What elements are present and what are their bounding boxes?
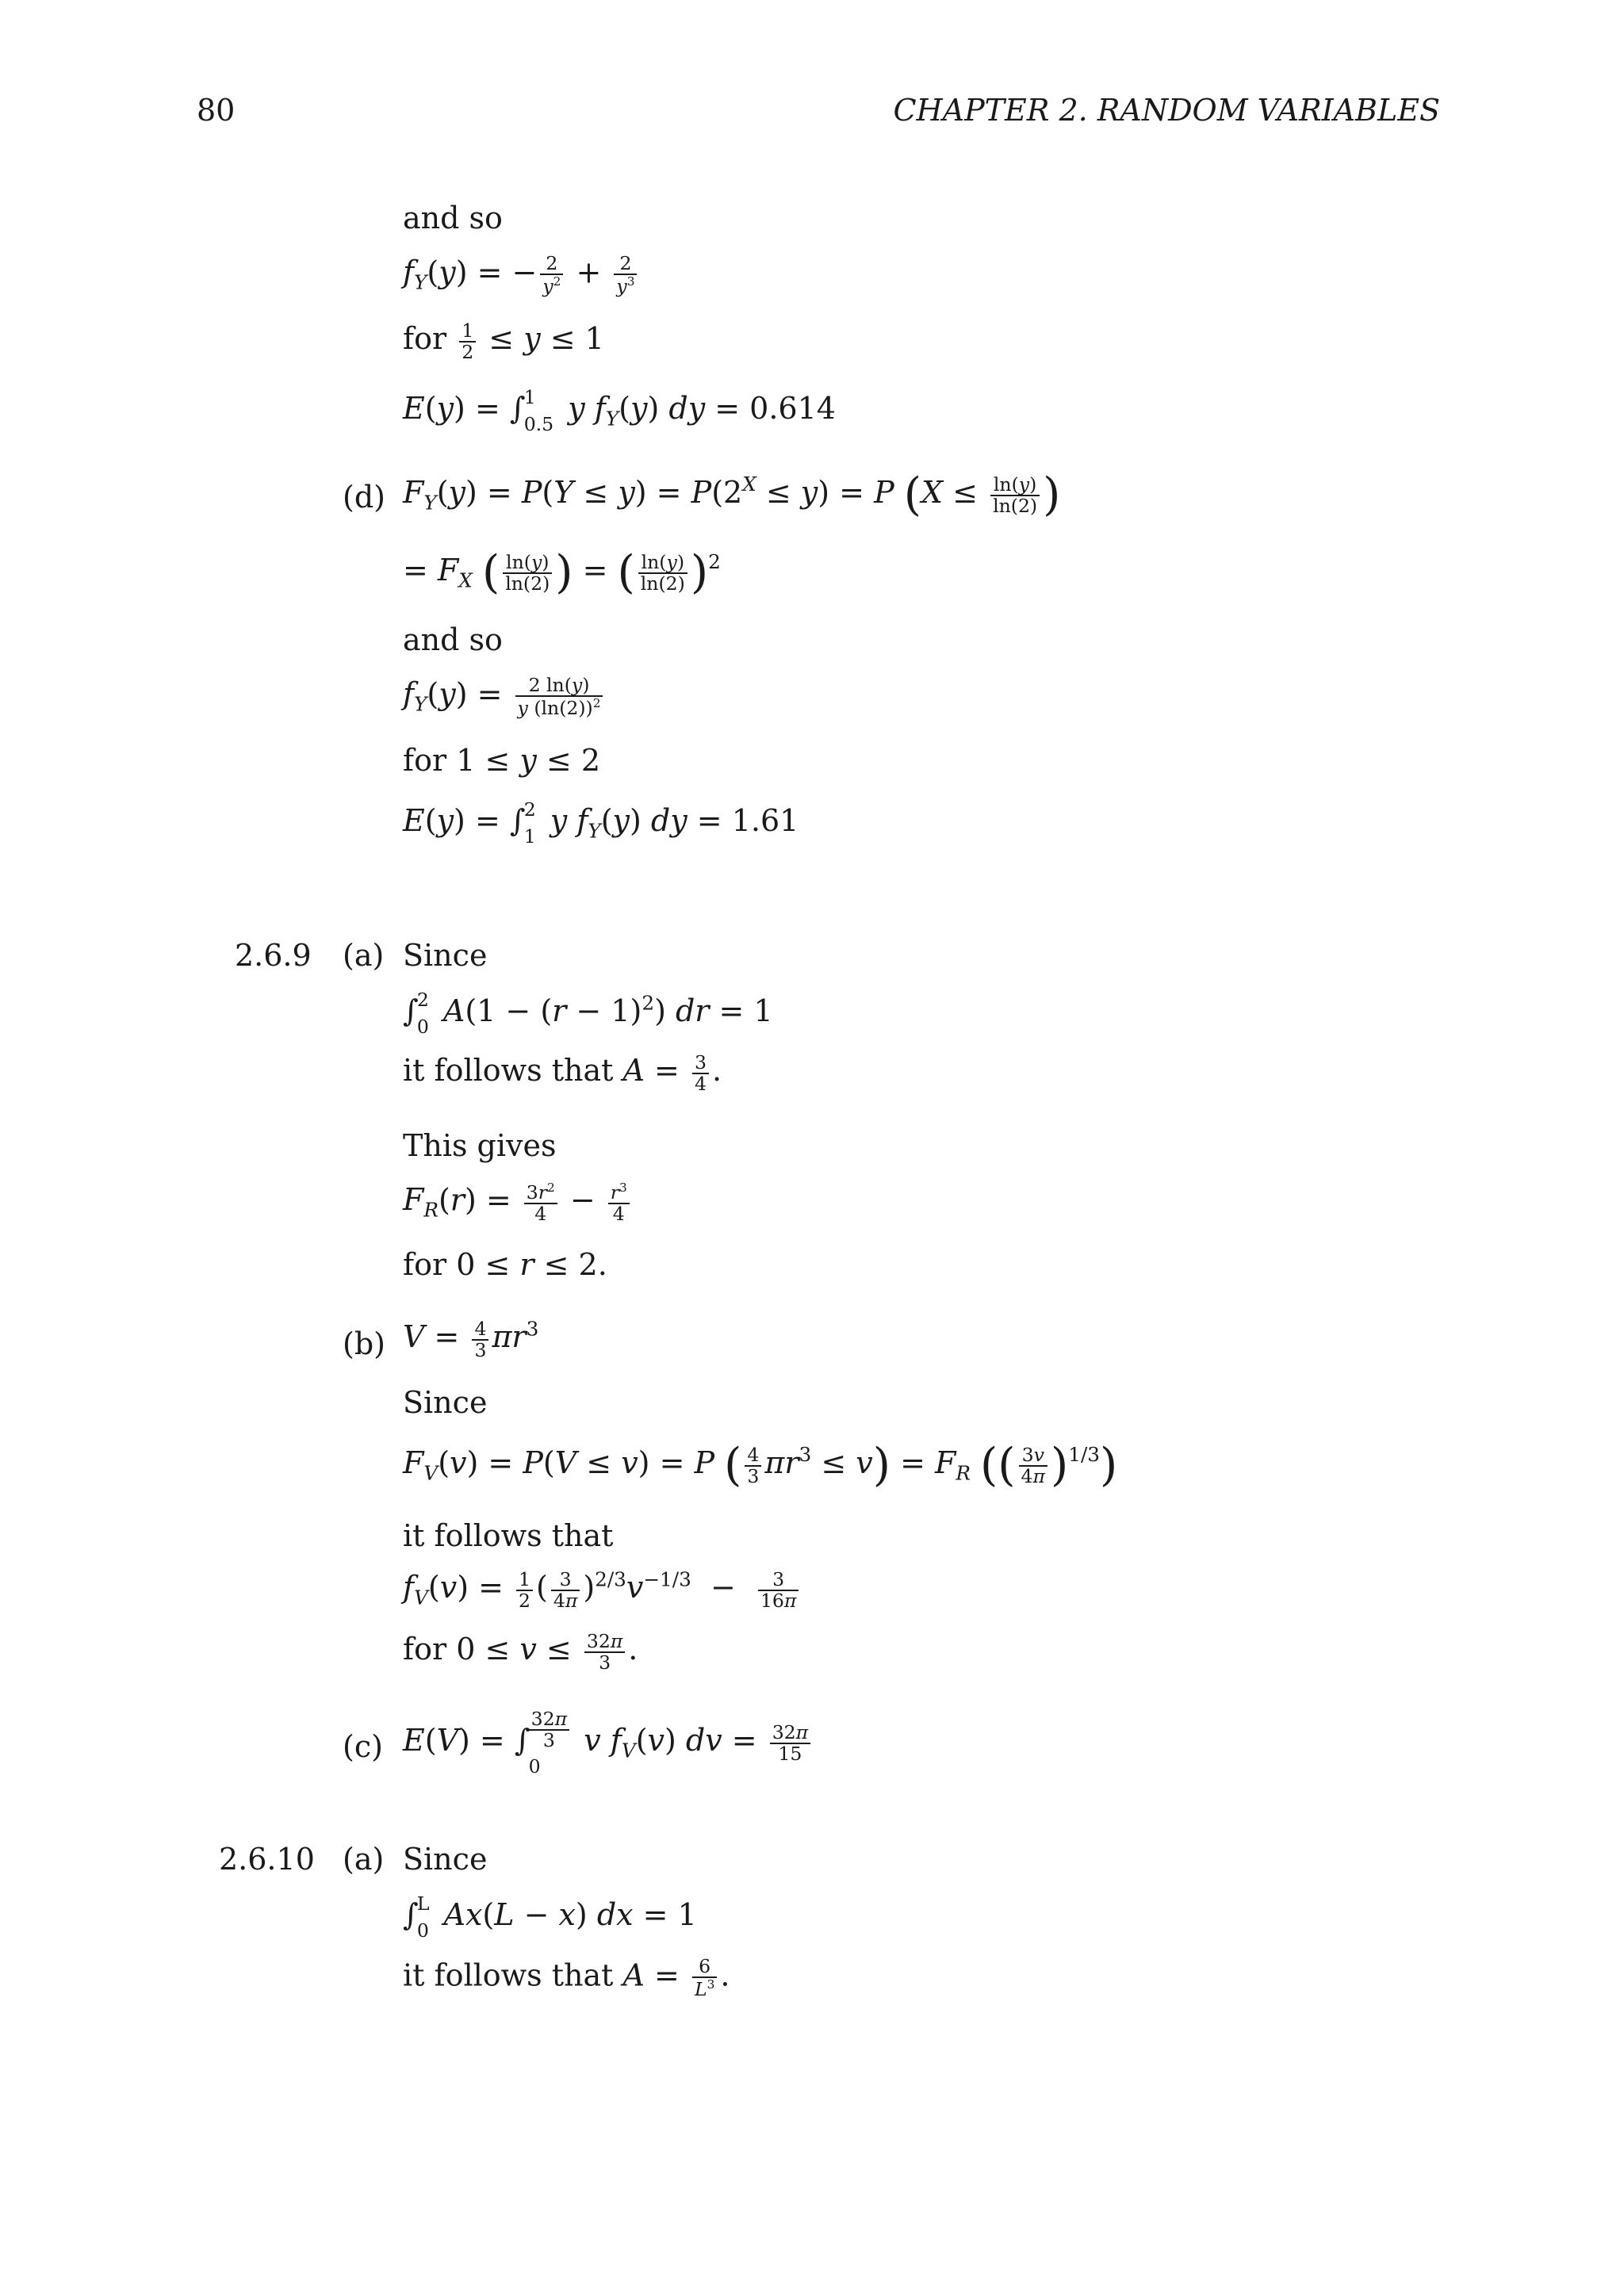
part-c-label: (c): [343, 1729, 383, 1764]
range-d: for 1 ≤ y ≤ 2: [403, 743, 601, 778]
chapter-title: CHAPTER 2. RANDOM VARIABLES: [893, 93, 1440, 128]
page-number: 80: [197, 93, 236, 128]
range-c: for $\frac{1}{2}$ ≤ y ≤ 1: [403, 320, 604, 363]
eq-int-A-269: ∫ 2 0 $A(1 - (r - 1)^2)$ dr = 1: [403, 989, 773, 1038]
eq-fv: $f_V(v)$ = $\frac{1}{2}$ ( $\frac{3}{4\pi}$ )$^{2/3}v^{-1/3}$ − $\frac{3}{16\pi}$: [403, 1570, 802, 1610]
part-a-label-1: (a): [343, 938, 385, 973]
this-gives: This gives: [403, 1128, 557, 1163]
and-so-2: and so: [403, 622, 503, 657]
eq-Fv: $F_V(v) = P(V \le v) = P$ ( $\frac{4}{3}$ $\pi r^3 \le v) = F_R$ (( $\frac{3v}{4\pi}$ )$^{1/3}$): [403, 1439, 1118, 1491]
eq-EV: E(V) = ∫ $\frac{32\pi}{3}$ 0 v $f_V(v)$ dv = $\frac{32\pi}{15}$: [403, 1709, 814, 1777]
eq-int-A-2610: ∫ L 0 Ax(L − x) dx = 1: [403, 1892, 697, 1942]
range-v: for 0 ≤ v ≤ $\frac{32\pi}{3}$ .: [403, 1630, 638, 1674]
since-1: Since: [403, 938, 488, 973]
since-2: Since: [403, 1385, 488, 1420]
eq-ey-c: E(y) = ∫ 1 0.5 y $f_Y(y)$ dy = 0.614: [403, 386, 836, 435]
eq-V: V = $\frac{4}{3}$ $\pi r^3$: [403, 1317, 539, 1361]
part-a-label-2: (a): [343, 1842, 385, 1877]
and-so-1: and so: [403, 201, 503, 235]
eq-ey-d: E(y) = ∫ 2 1 y $f_Y(y)$ dy = 1.61: [403, 798, 799, 848]
eq-fy-c: $f_Y(y)$ = − $\frac{2}{y^2}$ + $\frac{2}{y^3}$: [403, 254, 640, 297]
it-follows-that: it follows that: [403, 1518, 614, 1553]
eq-Fr: $F_R(r)$ = $\frac{3r^2}{4}$ − $\frac{r^3}{4}$: [403, 1181, 633, 1224]
result-A-269: it follows that A = $\frac{3}{4}$ .: [403, 1051, 722, 1095]
part-b-label: (b): [343, 1326, 385, 1361]
eq-fy-d: $f_Y(y)$ = $\frac{2 \ln(y)}{y (\ln(2))^2}$: [403, 675, 606, 718]
result-A-2610: it follows that A = $\frac{6}{L^3}$ .: [403, 1955, 730, 2000]
eq-Fx-d: = $F_X$ ( $\frac{\ln(y)}{\ln(2)}$ ) = ( $\frac{\ln(y)}{\ln(2)}$ )$^2$: [403, 546, 721, 599]
since-3: Since: [403, 1842, 488, 1877]
problem-2-6-10: 2.6.10: [219, 1842, 315, 1877]
range-r: for 0 ≤ r ≤ 2.: [403, 1247, 607, 1282]
problem-2-6-9: 2.6.9: [235, 938, 312, 973]
part-d-label: (d): [343, 480, 385, 515]
eq-Fy-d: $F_Y(y) = P(Y \le y) = P(2^X \le y) = P$ (X ≤ $\frac{\ln(y)}{\ln(2)}$ ): [403, 469, 1061, 521]
